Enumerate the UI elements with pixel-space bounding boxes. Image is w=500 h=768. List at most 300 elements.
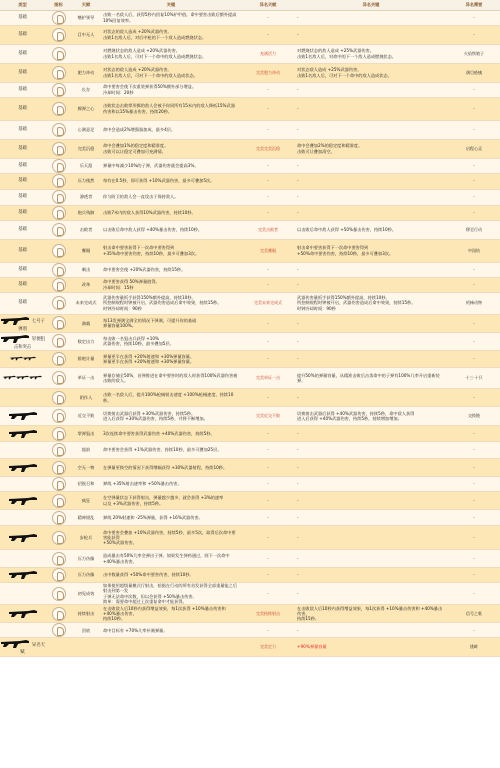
- talent-icon: [52, 206, 66, 220]
- talent-name: 心满意足: [72, 120, 100, 139]
- exotic-talent-description: -: [294, 568, 448, 583]
- type-cell: 基础: [0, 173, 45, 189]
- talent-description: 击败一名敌人后，提升100%枪械射击速度 +100%枪械速度，持续10秒。: [100, 389, 242, 407]
- exotic-requirement: 启程心灵: [448, 139, 500, 158]
- table-row: [0, 277, 500, 292]
- exotic-talent-name: 完美单证一击: [242, 368, 294, 389]
- talent-description: 在击败敌人后10秒内获得增益效果，每1次获得 +10%暴击伤害和 +40%暴击伤害， 持续10秒。: [100, 605, 242, 623]
- col-header-exotic-desc: 异名关键: [294, 0, 448, 10]
- weapon-silhouette-icon: [8, 410, 38, 422]
- type-cell: [0, 605, 45, 623]
- exotic-requirement: -: [448, 459, 500, 477]
- type-cell: 基础: [0, 139, 45, 158]
- type-cell: [0, 407, 45, 426]
- talent-icon: [52, 174, 66, 188]
- weapon-silhouette-icon: [29, 374, 42, 381]
- exotic-requirement: -: [448, 25, 500, 44]
- talent-icon: [52, 623, 66, 637]
- type-cell: 基础: [0, 97, 45, 120]
- talent-description: 命中目标有 +70%几率补满弹量。: [100, 623, 242, 638]
- table-row: [0, 314, 500, 332]
- talent-description: 击中数量获得 +50%命中要害伤害，持续10秒。: [100, 568, 242, 583]
- talent-description: 造成暴击有50%几率会弹出子弹，如果发生弹药通过，则下一次命中 +40%暴击伤害。: [100, 550, 242, 568]
- talent-icon: [52, 28, 66, 42]
- exotic-talent-name: 完美近交不败: [242, 407, 294, 426]
- exotic-requirement: 满目疮痍: [448, 63, 500, 82]
- talent-name: 疯狂: [72, 492, 100, 510]
- exotic-talent-name: -: [242, 623, 294, 638]
- table-row: [0, 220, 500, 239]
- exotic-requirement: -: [448, 173, 500, 189]
- talent-icon: [52, 47, 66, 61]
- talent-name: 刺击: [72, 262, 100, 277]
- weapon-silhouette-icon: [8, 608, 38, 620]
- talent-icon-cell: [45, 605, 72, 623]
- weapon-silhouette-icon: [8, 569, 38, 581]
- exotic-requirement: -: [448, 262, 500, 277]
- exotic-requirement: -: [448, 10, 500, 25]
- talent-description: 在空弹量状态下获得射击，弹量越少越多，就会获得 +3%的速率 以及 +3%武器伤害，持续5秒。: [100, 492, 242, 510]
- exotic-talent-description: -: [294, 583, 448, 605]
- talent-icon-cell: [45, 459, 72, 477]
- exotic-requirement: -: [448, 442, 500, 459]
- talent-name: 掌弹狙击: [72, 426, 100, 442]
- exotic-talent-name: -: [242, 97, 294, 120]
- talent-name: 鹰眼: [72, 239, 100, 262]
- weapon-silhouette-icon: [0, 638, 30, 650]
- talent-icon: [52, 159, 66, 173]
- talent-name: 目中无人: [72, 25, 100, 44]
- exotic-talent-description: 以击败后命中敌人获得 +50%暴击伤害，持续10秒。: [294, 220, 448, 239]
- table-row: [0, 442, 500, 459]
- exotic-talent-name: -: [242, 583, 294, 605]
- exotic-requirement: -: [448, 526, 500, 550]
- talent-description: 切换射击武器后获得 +30%武器伤害，持续5秒。 进入后获得 +30%武器伤害，持续5秒，并将不断增加。: [100, 407, 242, 426]
- col-header-exotic-name: 异名天赋: [242, 0, 294, 10]
- talent-icon-cell: [45, 389, 72, 407]
- talent-icon: [52, 371, 66, 385]
- exotic-requirement: -: [448, 351, 500, 368]
- type-cell: [0, 492, 45, 510]
- talent-icon: [52, 11, 66, 25]
- type-cell: [0, 477, 45, 492]
- exotic-talent-name: -: [242, 568, 294, 583]
- type-cell: 基础: [0, 25, 45, 44]
- type-cell: [0, 368, 45, 389]
- talent-icon-cell: [45, 120, 72, 139]
- talent-icon-cell: [45, 239, 72, 262]
- table-row: [0, 550, 500, 568]
- exotic-talent-name: 完美未来完成式: [242, 292, 294, 314]
- table-row: [0, 262, 500, 277]
- exotic-talent-name: -: [242, 25, 294, 44]
- talent-icon-cell: [45, 477, 72, 492]
- talent-name: 招锐召和: [72, 477, 100, 492]
- talent-icon: [52, 477, 66, 491]
- exotic-talent-name: 充满活力: [242, 44, 294, 63]
- type-cell: [0, 550, 45, 568]
- table-row: [0, 351, 500, 368]
- talent-icon-cell: [45, 526, 72, 550]
- talent-name: [72, 44, 100, 63]
- talent-icon-cell: [45, 638, 72, 656]
- talent-description: 弹量存储全50%，首弹推进在命中要害时的敌人时获得100%武器伤害被击败的敌人。: [100, 368, 242, 389]
- talent-icon-cell: [45, 407, 72, 426]
- talent-icon: [52, 352, 66, 366]
- exotic-talent-name: -: [242, 262, 294, 277]
- table-row: [0, 189, 500, 205]
- exotic-talent-name: -: [242, 82, 294, 97]
- exotic-talent-description: -: [294, 25, 448, 44]
- talent-name: 数定出力: [72, 332, 100, 350]
- talent-icon-cell: [45, 314, 72, 332]
- type-cell: [0, 568, 45, 583]
- table-row: [0, 44, 500, 63]
- talent-name: 单证一击: [72, 368, 100, 389]
- exotic-requirement: 机械动物: [448, 292, 500, 314]
- type-cell: [0, 526, 45, 550]
- table-row: [0, 407, 500, 426]
- talent-icon-cell: [45, 277, 72, 292]
- talent-icon: [52, 461, 66, 475]
- talent-icon: [52, 263, 66, 277]
- exotic-talent-description: -: [294, 262, 448, 277]
- col-header-icon: 图标: [45, 0, 72, 10]
- talent-description: 每有在0.5秒，即可获得 +10%武器伤害，最多可叠加5次。: [100, 173, 242, 189]
- talent-icon: [52, 66, 66, 80]
- talent-description: [100, 638, 242, 656]
- talent-description: 射击命中要害获得下一次命中要害得到 +35%命中要害伤害，持续10秒，最多可叠加3次。: [100, 239, 242, 262]
- talent-icon: [52, 552, 66, 566]
- exotic-talent-description: -: [294, 492, 448, 510]
- exotic-talent-name: -: [242, 10, 294, 25]
- talent-name: 渗透者: [72, 189, 100, 205]
- type-cell: 基础: [0, 44, 45, 63]
- table-row: [0, 158, 500, 173]
- exotic-talent-description: +90%弹量容量: [294, 638, 448, 656]
- talent-icon: [52, 427, 66, 441]
- talent-name: 持续射击: [72, 605, 100, 623]
- type-cell: [0, 459, 45, 477]
- talent-icon-cell: [45, 158, 72, 173]
- talent-icon: [52, 142, 66, 156]
- talent-icon-cell: [45, 351, 72, 368]
- exotic-talent-description: -: [294, 459, 448, 477]
- talent-icon: [52, 607, 66, 621]
- weapon-silhouette-icon: [8, 495, 38, 507]
- table-body: [0, 10, 500, 656]
- exotic-requirement: -: [448, 510, 500, 526]
- table-row: [0, 459, 500, 477]
- exotic-requirement: 火焰铁娘子: [448, 44, 500, 63]
- exotic-talent-description: -: [294, 10, 448, 25]
- talent-icon: [52, 123, 66, 137]
- table-row: [0, 638, 500, 656]
- talent-name: 排炮计量: [72, 351, 100, 368]
- table-row: [0, 389, 500, 407]
- exotic-talent-description: -: [294, 158, 448, 173]
- talent-icon: [52, 494, 66, 508]
- type-cell: [0, 389, 45, 407]
- talent-icon: [52, 296, 66, 310]
- talent-name: 初见成效: [72, 583, 100, 605]
- exotic-talent-description: -: [294, 332, 448, 350]
- talent-name: 阴作人: [72, 389, 100, 407]
- type-cell: [0, 442, 45, 459]
- talent-icon: [52, 531, 66, 545]
- table-row: [0, 583, 500, 605]
- exotic-requirement: 信号之歌: [448, 605, 500, 623]
- talent-icon: [52, 278, 66, 292]
- talent-icon: [52, 316, 66, 330]
- exotic-talent-description: -: [294, 510, 448, 526]
- col-header-name: 天赋: [72, 0, 100, 10]
- talent-name: 完美沉稳: [72, 139, 100, 158]
- exotic-talent-name: -: [242, 277, 294, 292]
- exotic-talent-name: -: [242, 459, 294, 477]
- exotic-requirement: -: [448, 189, 500, 205]
- talent-icon: [52, 190, 66, 204]
- talent-name: 未来完成式: [72, 292, 100, 314]
- exotic-talent-description: -: [294, 550, 448, 568]
- exotic-talent-name: -: [242, 426, 294, 442]
- talent-description: 如果使用超级量模式行射击，拾据在行动的所有首发获得全部重量能之后射击到第一发 子弹无法命中次数，但以会获得 +50%暴击伤害。 简单：需要命中超过上次重复命中才能获得。: [100, 583, 242, 605]
- type-label: 轻便狙击和突击: [13, 337, 45, 350]
- exotic-talent-name: -: [242, 389, 294, 407]
- talent-description: 弹量中每减少10%的子弹，武器伤害就会提高3%。: [100, 158, 242, 173]
- type-cell: 基础: [0, 262, 45, 277]
- exotic-requirement: -: [448, 550, 500, 568]
- exotic-requirement: -: [448, 568, 500, 583]
- talent-description: 击败7米内的敌人获得10%武器伤害，持续10秒。: [100, 205, 242, 220]
- talent-description: 命中要害会使 +20%武器伤害，持续15秒。: [100, 262, 242, 277]
- exotic-talent-name: 完美完美沉稳: [242, 139, 294, 158]
- exotic-talent-description: 射击命中要害获得下一次命中要害得到 +50%命中要害伤害，持续10秒，最多可叠加3次。: [294, 239, 448, 262]
- exotic-talent-name: -: [242, 189, 294, 205]
- talent-description: 命中会叠加1%的稳定度和精准度。 击败可以让稳定可叠加可充满情。: [100, 139, 242, 158]
- exotic-requirement: -: [448, 277, 500, 292]
- type-cell: 基础: [0, 220, 45, 239]
- exotic-talent-description: 对状态敌人造成 +25%武器伤害。 击败1名敌人后，可对下一个命中的敌人造成状态。: [294, 63, 448, 82]
- exotic-talent-name: -: [242, 158, 294, 173]
- exotic-talent-description: -: [294, 205, 448, 220]
- talent-icon: [52, 568, 66, 582]
- talent-icon-cell: [45, 82, 72, 97]
- type-label: 七号子弹剂: [18, 319, 45, 332]
- talent-description: 每13发弹满全满全的情况下弹满，可提升你的基础 弹量容量100%。: [100, 314, 242, 332]
- exotic-talent-description: -: [294, 277, 448, 292]
- talent-description: 3次连续命中要害获得武器伤害 +40%武器伤害，持续5秒。: [100, 426, 242, 442]
- talent-description: 以击败后命中敌人获得 +40%暴击伤害，持续10秒。: [100, 220, 242, 239]
- talent-icon: [52, 443, 66, 457]
- talent-description: 命中要害会叠加 +10%武器伤害，持续5秒，最多5次，取得后次命中要害能获得 +50%武器伤害。: [100, 526, 242, 550]
- col-header-desc: 关键: [100, 0, 242, 10]
- exotic-requirement: 移至行动: [448, 220, 500, 239]
- talent-name: [72, 638, 100, 656]
- type-cell: [0, 314, 45, 332]
- exotic-talent-description: -: [294, 442, 448, 459]
- exotic-talent-description: 命中会叠加2%的稳定度和精准度。 击败可让叠加清空。: [294, 139, 448, 158]
- talent-icon-cell: [45, 205, 72, 220]
- exotic-requirement: -: [448, 389, 500, 407]
- table-row: [0, 510, 500, 526]
- type-cell: [0, 332, 45, 350]
- type-cell: [0, 351, 45, 368]
- exotic-requirement: -: [448, 314, 500, 332]
- talent-icon-cell: [45, 550, 72, 568]
- exotic-talent-description: 对燃烧状态的敌人造成 +25%武器伤害。 击败1名敌人后，对命中的下一个敌人造成燃烧状态。: [294, 44, 448, 63]
- exotic-talent-description: -: [294, 189, 448, 205]
- exotic-talent-name: -: [242, 120, 294, 139]
- talent-icon-cell: [45, 583, 72, 605]
- talent-icon-cell: [45, 292, 72, 314]
- exotic-talent-name: -: [242, 477, 294, 492]
- talent-icon-cell: [45, 63, 72, 82]
- type-cell: [0, 426, 45, 442]
- talent-icon: [52, 391, 66, 405]
- talent-icon-cell: [45, 44, 72, 63]
- exotic-talent-description: -: [294, 173, 448, 189]
- exotic-requirement: -: [448, 426, 500, 442]
- col-header-exotic-req: 异名需要: [448, 0, 500, 10]
- weapon-silhouette-icon: [8, 532, 38, 544]
- talent-description: 弹线 20%射速和 -25%弹量，获得 +16%武器伤害。: [100, 510, 242, 526]
- exotic-talent-name: -: [242, 510, 294, 526]
- exotic-talent-description: -: [294, 477, 448, 492]
- table-row: [0, 205, 500, 220]
- talent-description: 每击败一名狙击兵获得 +10% 武器伤害，持续10秒，最多叠加5层。: [100, 332, 242, 350]
- exotic-talent-description: 提升50%的弹量容量，从精准击败后击杀命中的子弹有100%几率开启重新装弹。: [294, 368, 448, 389]
- talent-icon-cell: [45, 139, 72, 158]
- talent-icon-cell: [45, 173, 72, 189]
- exotic-requirement: 十三·十只: [448, 368, 500, 389]
- talent-description: 命中要害会使下次重装弹获得50%额外部分增益。 冷却时间：20秒: [100, 82, 242, 97]
- exotic-requirement: -: [448, 492, 500, 510]
- type-cell: 基础: [0, 10, 45, 25]
- weapon-silhouette-icon: [10, 355, 23, 362]
- table-row: [0, 623, 500, 638]
- talent-name: 改革: [72, 277, 100, 292]
- exotic-requirement: -: [448, 477, 500, 492]
- exotic-talent-name: -: [242, 526, 294, 550]
- type-cell: [0, 623, 45, 638]
- exotic-talent-name: -: [242, 442, 294, 459]
- talent-icon-cell: [45, 220, 72, 239]
- talent-name: 精神错乱: [72, 510, 100, 526]
- table-row: [0, 292, 500, 314]
- weapon-silhouette-icon: [0, 315, 30, 327]
- talent-name: 空无一物: [72, 459, 100, 477]
- talent-icon-cell: [45, 25, 72, 44]
- talent-icon-cell: [45, 262, 72, 277]
- weapon-silhouette-icon: [23, 355, 36, 362]
- talent-icon-cell: [45, 368, 72, 389]
- talent-description: 弹线 +35%射击速率和 +50%暴击伤害。: [100, 477, 242, 492]
- talent-name: 回收: [72, 623, 100, 638]
- col-header-type: 类型: [0, 0, 45, 10]
- talent-icon-cell: [45, 492, 72, 510]
- exotic-talent-description: -: [294, 120, 448, 139]
- type-cell: 基础: [0, 189, 45, 205]
- exotic-talent-name: 完美击败者: [242, 220, 294, 239]
- type-cell: 基础: [0, 277, 45, 292]
- talent-description: 弹量更半在获得 +20%射速和 +30%弹量容量。 弹量更半在获得 +20%射速和 +30%弹量容量。: [100, 351, 242, 368]
- table-row: [0, 120, 500, 139]
- exotic-talent-description: -: [294, 426, 448, 442]
- talent-icon: [52, 83, 66, 97]
- exotic-talent-description: -: [294, 97, 448, 120]
- exotic-talent-description: -: [294, 526, 448, 550]
- type-cell: 基础: [0, 292, 45, 314]
- table-row: [0, 526, 500, 550]
- talent-icon-cell: [45, 442, 72, 459]
- talent-description: 对状态的敌人造成 +20%武器伤害。 击败1名敌人后，对后中枪的下一个敌人造成燃烧状态。: [100, 25, 242, 44]
- exotic-talent-name: 完美鹰眼: [242, 239, 294, 262]
- exotic-talent-description: 在击败敌人后10秒内获得增益效果，每1次获得 +10%暴击伤害和 +40%暴击伤害， 持续15秒。: [294, 605, 448, 623]
- talent-description: 命中要害获得 50%弹量值得。 冷却时间：15秒: [100, 277, 242, 292]
- talent-icon-cell: [45, 97, 72, 120]
- exotic-requirement: 挑衅: [448, 638, 500, 656]
- talent-name: 炮兵残骸: [72, 205, 100, 220]
- table-row: [0, 63, 500, 82]
- talent-name: 步枪兵: [72, 526, 100, 550]
- exotic-talent-name: -: [242, 351, 294, 368]
- talent-name: 乐天派: [72, 158, 100, 173]
- talent-icon: [52, 223, 66, 237]
- exotic-talent-name: 完美持续射击: [242, 605, 294, 623]
- talent-name: 肥力冲动: [72, 63, 100, 82]
- type-cell: 基础: [0, 82, 45, 97]
- exotic-talent-name: -: [242, 332, 294, 350]
- type-cell: 基础: [0, 239, 45, 262]
- talent-name: 超前: [72, 442, 100, 459]
- exotic-requirement: -: [448, 82, 500, 97]
- talent-icon: [52, 102, 66, 116]
- exotic-talent-name: -: [242, 314, 294, 332]
- talent-description: 武器伤害量扳手获得150%额外提高，持续10秒。 所控制规程时钟被开启，武器伤害造成后命中效果，持续15秒。 时钟冷却时间：90秒: [100, 292, 242, 314]
- table-row: [0, 82, 500, 97]
- table-row: [0, 239, 500, 262]
- exotic-talent-description: -: [294, 623, 448, 638]
- exotic-talent-name: 完美定力: [242, 638, 294, 656]
- table-row: [0, 10, 500, 25]
- table-row: [0, 368, 500, 389]
- exotic-talent-description: -: [294, 351, 448, 368]
- talent-icon-cell: [45, 332, 72, 350]
- exotic-requirement: -: [448, 583, 500, 605]
- exotic-talent-description: 切换射击武器后获得 +40%武器伤害，持续5秒，命中敌人获得 进入后获得 +40%武器伤害，持续5秒，持续增加增加。: [294, 407, 448, 426]
- talent-name: 嗜护领导: [72, 10, 100, 25]
- weapon-silhouette-icon: [8, 428, 38, 440]
- talent-icon-cell: [45, 426, 72, 442]
- type-label: 异名天赋: [20, 642, 45, 656]
- type-cell: [0, 510, 45, 526]
- talent-icon: [52, 334, 66, 348]
- talent-name: 满载: [72, 314, 100, 332]
- exotic-talent-name: -: [242, 205, 294, 220]
- type-cell: 基础: [0, 205, 45, 220]
- talent-name: 击败者: [72, 220, 100, 239]
- talent-name: 近交不败: [72, 407, 100, 426]
- table-header-row: [0, 0, 500, 10]
- exotic-talent-description: 武器伤害量扳手获得150%额外提高，持续10秒。 所控制规程时钟被开启，武器伤害造成后命中效果，持续15秒。 时钟冷却时间：90秒: [294, 292, 448, 314]
- table-row: [0, 332, 500, 350]
- type-cell: 基础: [0, 63, 45, 82]
- talent-description: 击败一名敌人后，获得5秒内回复10%护甲值。命中要害击败后额外提高10%回复效率。: [100, 10, 242, 25]
- exotic-talent-description: -: [294, 389, 448, 407]
- talent-description: 命中会造成2%增强器加成，最多4层。: [100, 120, 242, 139]
- exotic-requirement: -: [448, 205, 500, 220]
